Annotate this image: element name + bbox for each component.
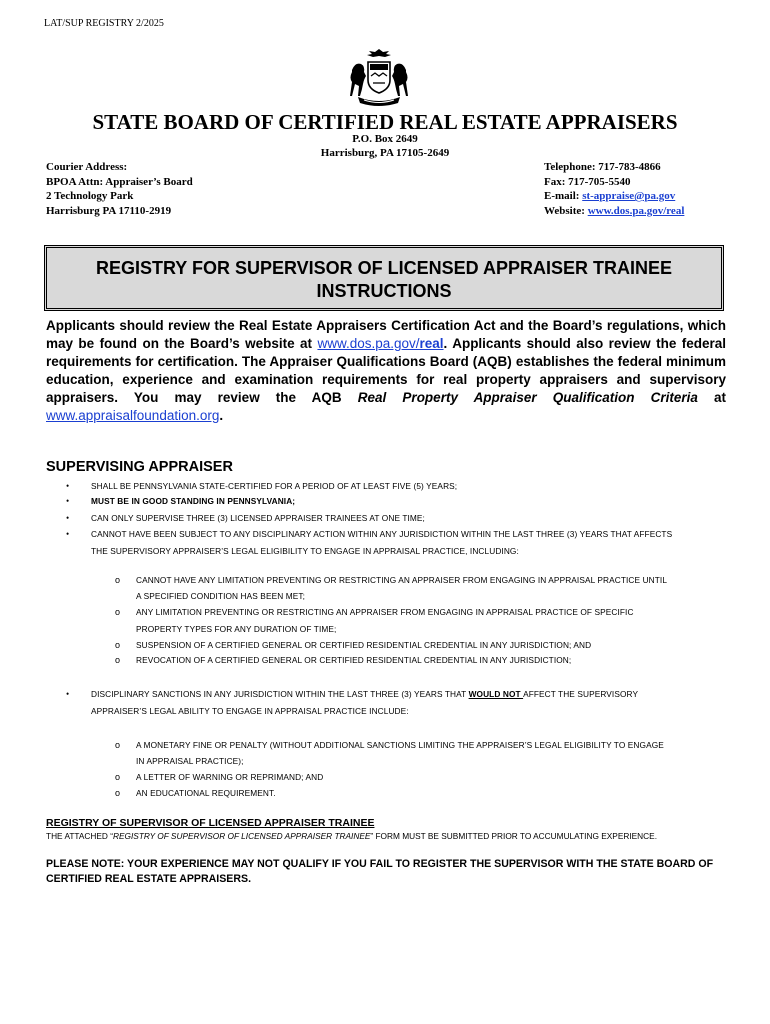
website-link[interactable]: www.dos.pa.gov/real [587, 204, 685, 217]
sub-bullet-icon: o [115, 740, 121, 750]
requirement-item: MUST BE IN GOOD STANDING IN PENNSYLVANIA; [91, 496, 296, 506]
sub-item: A MONETARY FINE OR PENALTY (WITHOUT ADDITIONAL SANCTIONS LIMITING THE APPRAISER’S LEGAL ELIGIBILITY TO ENGAGE [136, 740, 664, 750]
courier-line: Harrisburg PA 17110-2919 [46, 204, 172, 217]
registry-text: ” FORM MUST BE SUBMITTED PRIOR TO ACCUMULATING EXPERIENCE. [370, 831, 658, 841]
bullet-icon: • [66, 481, 70, 491]
fax: Fax: 717-705-5540 [544, 175, 631, 188]
sub-bullet-icon: o [115, 607, 121, 617]
intro-text: Applicants should review the Real Estate Appraisers Certification Act and the Board’s regulations, which may be found on the Board’s website at [46, 318, 726, 351]
supervising-appraiser-heading: SUPERVISING APPRAISER [46, 459, 233, 475]
intro-text: . Applicants should also review the federal requirements for certification. The Appraiser Qualifications Board (AQB) establishes the federal minimum education, experience and examination requirements for real property appraisers and supervisory appraisers. You may review the AQB [46, 336, 726, 405]
sub-item: ANY LIMITATION PREVENTING OR RESTRICTING AN APPRAISER FROM ENGAGING IN APPRAISAL PRACTICE OF SPECIFIC [136, 607, 634, 617]
title-line-2: INSTRUCTIONS [316, 281, 452, 301]
dos-link-suffix: real [419, 336, 444, 351]
requirement-item: CAN ONLY SUPERVISE THREE (3) LICENSED APPRAISER TRAINEES AT ONE TIME; [91, 513, 425, 523]
bullet-icon: • [66, 496, 70, 506]
sub-item: REVOCATION OF A CERTIFIED GENERAL OR CERTIFIED RESIDENTIAL CREDENTIAL IN ANY JURISDICTION; [136, 655, 572, 665]
contact-info [544, 160, 684, 218]
sub-item-continued: PROPERTY TYPES FOR ANY DURATION OF TIME; [136, 624, 337, 634]
instructions-title-box [44, 245, 724, 311]
city-address: Harrisburg, PA 17105-2649 [320, 147, 450, 159]
title-line-1: REGISTRY FOR SUPERVISOR OF LICENSED APPRAISER TRAINEE [95, 258, 673, 278]
disciplinary-text: DISCIPLINARY SANCTIONS IN ANY JURISDICTION WITHIN THE LAST THREE (3) YEARS THAT [91, 689, 469, 699]
courier-address [46, 160, 193, 218]
sub-item: SUSPENSION OF A CERTIFIED GENERAL OR CERTIFIED RESIDENTIAL CREDENTIAL IN ANY JURISDICTION; AND [136, 640, 592, 650]
disciplinary-item [91, 689, 638, 699]
po-box: P.O. Box 2649 [352, 133, 418, 145]
requirement-item: CANNOT HAVE BEEN SUBJECT TO ANY DISCIPLINARY ACTION WITHIN ANY JURISDICTION WITHIN THE LAST THREE (3) YEARS THAT AFFECTS [91, 529, 673, 539]
registry-form-name: REGISTRY OF SUPERVISOR OF LICENSED APPRAISER TRAINEE [113, 831, 371, 841]
disciplinary-item-continued: APPRAISER’S LEGAL ABILITY TO ENGAGE IN APPRAISAL PRACTICE INCLUDE: [91, 706, 409, 716]
registry-text: THE ATTACHED “ [46, 831, 113, 841]
sub-item-continued: A SPECIFIED CONDITION HAS BEEN MET; [136, 591, 306, 601]
sub-item: AN EDUCATIONAL REQUIREMENT. [136, 788, 276, 798]
would-not-emphasis: WOULD NOT [468, 689, 524, 699]
intro-paragraph [46, 317, 726, 425]
sub-bullet-icon: o [115, 655, 121, 665]
sub-bullet-icon: o [115, 788, 121, 798]
intro-text: . [219, 408, 224, 423]
sub-bullet-icon: o [115, 640, 121, 650]
form-code: LAT/SUP REGISTRY 2/2025 [44, 18, 164, 29]
registry-instruction [46, 831, 657, 841]
courier-line: BPOA Attn: Appraiser’s Board [46, 175, 193, 188]
bullet-icon: • [66, 529, 70, 539]
aqb-criteria-title: Real Property Appraiser Qualification Criteria [357, 390, 698, 405]
dos-website-link[interactable] [317, 336, 443, 351]
requirement-item: SHALL BE PENNSYLVANIA STATE-CERTIFIED FOR A PERIOD OF AT LEAST FIVE (5) YEARS; [91, 481, 458, 491]
registry-heading: REGISTRY OF SUPERVISOR OF LICENSED APPRAISER TRAINEE [46, 817, 375, 829]
sub-item: A LETTER OF WARNING OR REPRIMAND; AND [136, 772, 324, 782]
appraisal-foundation-link[interactable]: www.appraisalfoundation.org [46, 408, 220, 423]
email-row [544, 189, 684, 204]
email-label: E-mail: [544, 190, 583, 202]
sub-item-continued: IN APPRAISAL PRACTICE); [136, 756, 244, 766]
courier-line: Courier Address: [46, 161, 128, 173]
disciplinary-text: AFFECT THE SUPERVISORY [523, 689, 639, 699]
bullet-icon: • [66, 513, 70, 523]
please-note: PLEASE NOTE: YOUR EXPERIENCE MAY NOT QUALIFY IF YOU FAIL TO REGISTER THE SUPERVISOR WITH THE STATE BOARD OF CERTIFIED REAL ESTATE APPRAISERS. [46, 858, 714, 885]
sub-item: CANNOT HAVE ANY LIMITATION PREVENTING OR RESTRICTING AN APPRAISER FROM ENGAGING IN APPRAISAL PRACTICE UNTIL [136, 575, 668, 585]
dos-link-prefix: www.dos.pa.gov/ [317, 336, 420, 351]
bullet-icon: • [66, 689, 70, 699]
website-row [544, 204, 684, 219]
intro-text: at [697, 390, 726, 405]
sub-bullet-icon: o [115, 575, 121, 585]
courier-line: 2 Technology Park [46, 190, 134, 202]
requirement-item-continued: THE SUPERVISORY APPRAISER’S LEGAL ELIGIBILITY TO ENGAGE IN APPRAISAL PRACTICE, INCLUDING: [91, 546, 519, 556]
website-label: Website: [544, 204, 588, 217]
telephone: Telephone: 717-783-4866 [544, 161, 661, 173]
board-title: STATE BOARD OF CERTIFIED REAL ESTATE APPRAISERS [92, 110, 678, 134]
pennsylvania-seal-icon [346, 48, 412, 110]
sub-bullet-icon: o [115, 772, 121, 782]
email-link[interactable]: st-appraise@pa.gov [582, 190, 676, 202]
